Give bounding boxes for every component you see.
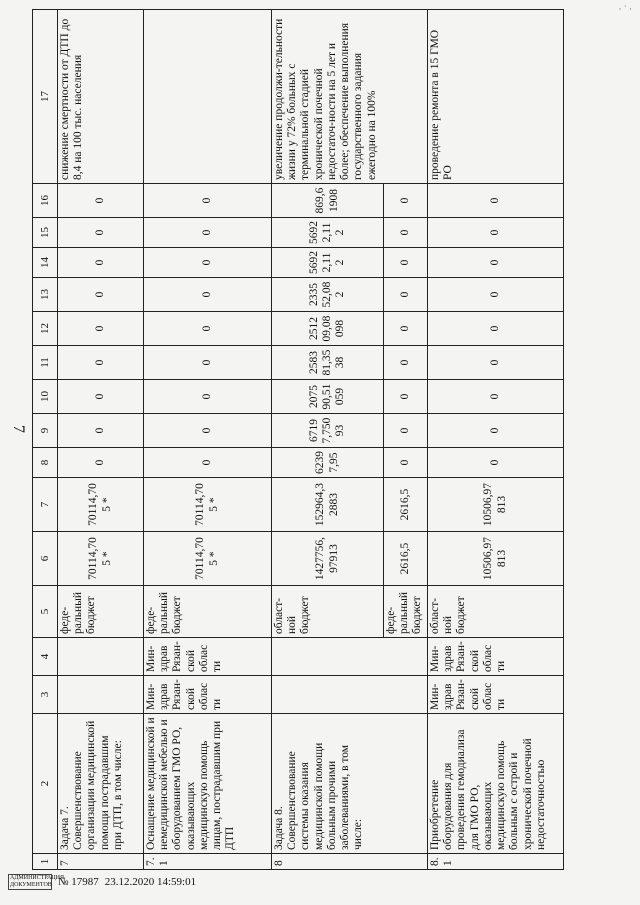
coexecutor: Мин-здрав Рязан-ской области: [144, 638, 272, 676]
amount-year: 0: [144, 448, 272, 478]
amount-year: 0: [58, 414, 144, 448]
amount-year: 0: [428, 184, 564, 218]
amount-year: 0: [58, 312, 144, 346]
expected-result: проведение ремонта в 15 ГМО РО: [428, 10, 564, 184]
document-number: № 17987: [58, 876, 99, 888]
expected-result: снижение смертности от ДТП до 8,4 на 100 тыс. населения: [58, 10, 144, 184]
amount-year: 56922,112: [272, 248, 384, 278]
header-cell: 9: [33, 414, 58, 448]
budget-source: феде-ральный бюджет: [58, 586, 144, 638]
amount-year: 233552,082: [272, 278, 384, 312]
header-cell: 1: [33, 854, 58, 870]
amount-total: 70114,705 *: [144, 532, 272, 586]
amount-year: 869,61908: [272, 184, 384, 218]
amount-year: 0: [384, 414, 428, 448]
amount-year: 70114,705 *: [144, 478, 272, 532]
amount-year: 0: [428, 248, 564, 278]
executor: Мин-здрав Рязан-ской области: [428, 676, 564, 714]
amount-year: 0: [384, 278, 428, 312]
amount-total: 70114,705 *: [58, 532, 144, 586]
table-row: [272, 10, 384, 870]
budget-source: феде-ральный бюджет: [384, 586, 428, 638]
amount-total: 1427756,97913: [272, 532, 384, 586]
amount-year: 0: [144, 312, 272, 346]
header-cell: 16: [33, 184, 58, 218]
executor: [272, 676, 428, 714]
budget-source: област-ной бюджет: [428, 586, 564, 638]
header-cell: 8: [33, 448, 58, 478]
expected-result: увеличение продолжи-тельности жизни у 72% больных с терминальной стадией хронической почечной недостаточ-ности на 5 лет и более; обеспечение выполнения государственного задания ежегодно на 100%: [272, 10, 428, 184]
amount-year: 67197,75093: [272, 414, 384, 448]
amount-year: 0: [428, 448, 564, 478]
amount-year: 0: [144, 346, 272, 380]
amount-year: 0: [384, 184, 428, 218]
header-cell: 10: [33, 380, 58, 414]
table-row: [428, 10, 564, 870]
coexecutor: [58, 638, 144, 676]
amount-year: 0: [384, 312, 428, 346]
amount-year: 0: [144, 278, 272, 312]
amount-year: 0: [58, 346, 144, 380]
amount-year: 10506,97813: [428, 478, 564, 532]
budget-source: феде-ральный бюджет: [144, 586, 272, 638]
amount-year: 258381,3538: [272, 346, 384, 380]
scan-speckles: · ˙ ·: [618, 4, 632, 14]
amount-year: 0: [58, 448, 144, 478]
header-cell: 17: [33, 10, 58, 184]
amount-year: 0: [428, 414, 564, 448]
amount-year: 56922,112: [272, 218, 384, 248]
header-cell: 13: [33, 278, 58, 312]
header-cell: 12: [33, 312, 58, 346]
amount-year: 0: [58, 278, 144, 312]
activity-name: Задача 8. Совершенствование системы оказания медицинской помощи больным прочими заболеваниями, в том числе:: [272, 714, 428, 854]
amount-year: 0: [428, 380, 564, 414]
amount-year: 0: [384, 380, 428, 414]
activity-name: Задача 7. Совершенствование организации медицинской помощи пострадавшим при ДТП, в том числе:: [58, 714, 144, 854]
executor: Мин-здрав Рязан-ской области: [144, 676, 272, 714]
amount-year: 62397,95: [272, 448, 384, 478]
amount-year: 0: [384, 248, 428, 278]
rotated-table-page: [32, 18, 562, 870]
executor: [58, 676, 144, 714]
amount-year: 0: [144, 414, 272, 448]
amount-total: 2616,5: [384, 532, 428, 586]
row-number: 8: [272, 854, 428, 870]
table-row: [144, 10, 272, 870]
amount-year: 0: [384, 218, 428, 248]
header-cell: 11: [33, 346, 58, 380]
registry-stamp: АДМИНИСТРАЦИЯ ДОКУМЕНТОВ: [10, 875, 64, 888]
amount-year: 0: [58, 380, 144, 414]
header-cell: 15: [33, 218, 58, 248]
amount-year: 0: [144, 380, 272, 414]
amount-year: 207590,51059: [272, 380, 384, 414]
amount-year: 251209,08098: [272, 312, 384, 346]
header-cell: 7: [33, 478, 58, 532]
activity-name: Оснащение медицинской и немедицинской мебелью и оборудованием ГМО РО, оказывающих медицинскую помощь лицам, пострадавшим при ДТП: [144, 714, 272, 854]
program-activities-table: [32, 9, 564, 870]
amount-year: 0: [428, 346, 564, 380]
amount-year: 0: [58, 218, 144, 248]
document-timestamp: 23.12.2020 14:59:01: [104, 876, 197, 888]
activity-name: Приобретение оборудования для проведения гемодиализа для ГМО РО, оказывающих медицинскую помощь больным с острой и хронической почечной недостаточностью: [428, 714, 564, 854]
amount-year: 0: [428, 312, 564, 346]
header-cell: 2: [33, 714, 58, 854]
header-cell: 4: [33, 638, 58, 676]
amount-year: 0: [144, 248, 272, 278]
header-row: [33, 10, 58, 870]
amount-year: 0: [428, 218, 564, 248]
amount-year: 0: [58, 184, 144, 218]
coexecutor: Мин-здрав Рязан-ской области: [428, 638, 564, 676]
expected-result: [144, 10, 272, 184]
table-row: [58, 10, 144, 870]
page-number: 7: [10, 425, 27, 433]
amount-year: 0: [428, 278, 564, 312]
header-cell: 5: [33, 586, 58, 638]
amount-year: 0: [144, 218, 272, 248]
header-cell: 14: [33, 248, 58, 278]
header-cell: 6: [33, 532, 58, 586]
amount-year: 0: [384, 448, 428, 478]
row-number: 8.1: [428, 854, 564, 870]
amount-year: 0: [58, 248, 144, 278]
amount-year: 70114,705 *: [58, 478, 144, 532]
budget-source: област-ной бюджет: [272, 586, 384, 638]
row-number: 7.1: [144, 854, 272, 870]
header-cell: 3: [33, 676, 58, 714]
coexecutor: [272, 638, 428, 676]
amount-year: 2616,5: [384, 478, 428, 532]
row-number: 7: [58, 854, 144, 870]
amount-year: 0: [144, 184, 272, 218]
amount-year: 152964,32883: [272, 478, 384, 532]
amount-total: 10506,97813: [428, 532, 564, 586]
amount-year: 0: [384, 346, 428, 380]
footer-stamp: [8, 874, 196, 890]
